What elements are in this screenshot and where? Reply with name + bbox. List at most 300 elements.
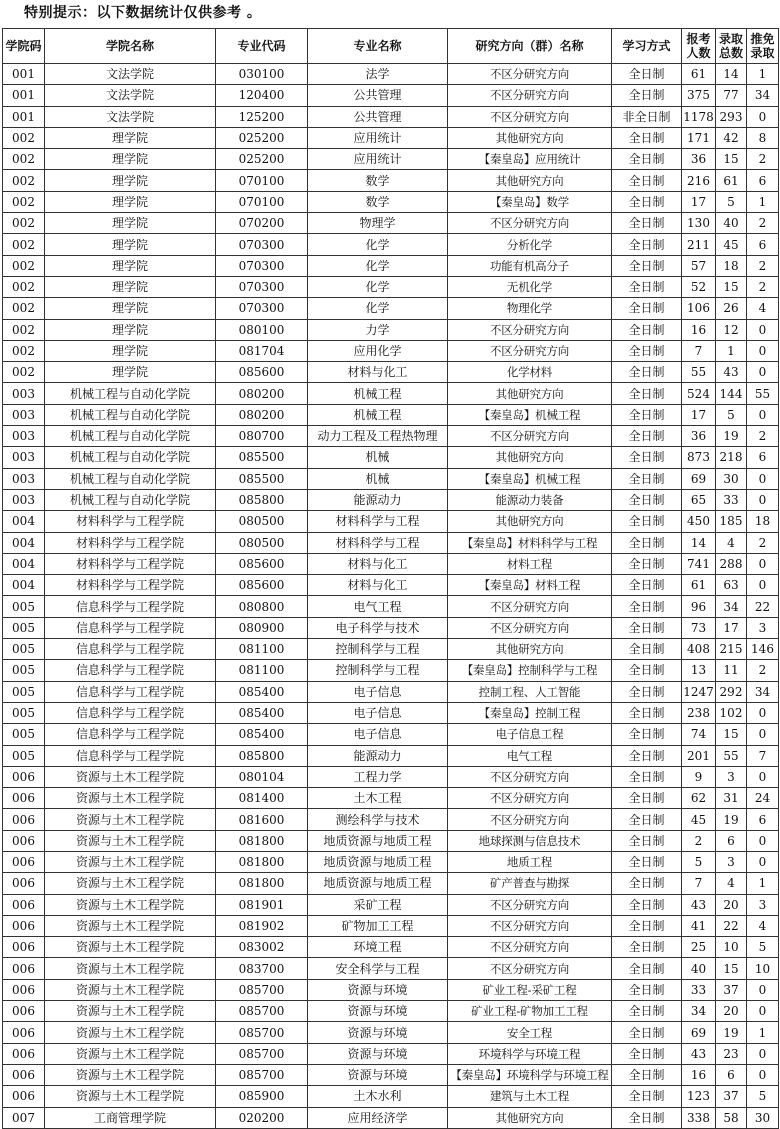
cell-study-mode: 全日制	[612, 511, 682, 532]
cell-exempt-admitted: 6	[747, 809, 779, 830]
cell-research-direction: 不区分研究方向	[448, 788, 612, 809]
table-row	[3, 447, 779, 468]
cell-major-name: 土木工程	[308, 788, 448, 809]
cell-study-mode: 全日制	[612, 830, 682, 851]
cell-admitted-total: 293	[716, 106, 747, 127]
cell-major-name: 机械	[308, 468, 448, 489]
cell-college-code: 006	[3, 1064, 45, 1085]
cell-admitted-total: 20	[716, 1001, 747, 1022]
table-row	[3, 532, 779, 553]
cell-college-code: 002	[3, 362, 45, 383]
cell-exempt-admitted: 4	[747, 915, 779, 936]
cell-study-mode: 全日制	[612, 766, 682, 787]
cell-applicants: 1178	[682, 106, 716, 127]
cell-admitted-total: 11	[716, 660, 747, 681]
cell-study-mode: 全日制	[612, 702, 682, 723]
cell-major-name: 电子信息	[308, 702, 448, 723]
header-major-code: 专业代码	[216, 29, 308, 64]
cell-college-name: 理学院	[45, 191, 216, 212]
cell-major-code: 025200	[216, 127, 308, 148]
cell-research-direction: 不区分研究方向	[448, 213, 612, 234]
cell-admitted-total: 1	[716, 340, 747, 361]
cell-admitted-total: 19	[716, 1022, 747, 1043]
cell-research-direction: 化学材料	[448, 362, 612, 383]
cell-exempt-admitted: 0	[747, 362, 779, 383]
cell-study-mode: 全日制	[612, 532, 682, 553]
cell-research-direction: 【秦皇岛】环境科学与环境工程	[448, 1064, 612, 1085]
table-row	[3, 788, 779, 809]
cell-major-name: 能源动力	[308, 745, 448, 766]
cell-applicants: 1247	[682, 681, 716, 702]
cell-college-code: 003	[3, 426, 45, 447]
cell-study-mode: 全日制	[612, 404, 682, 425]
cell-research-direction: 物理化学	[448, 298, 612, 319]
table-row	[3, 362, 779, 383]
cell-college-name: 机械工程与自动化学院	[45, 489, 216, 510]
cell-college-name: 信息科学与工程学院	[45, 702, 216, 723]
cell-research-direction: 地球探测与信息技术	[448, 830, 612, 851]
cell-college-name: 文法学院	[45, 85, 216, 106]
cell-major-code: 081704	[216, 340, 308, 361]
cell-college-code: 006	[3, 851, 45, 872]
cell-admitted-total: 55	[716, 745, 747, 766]
cell-major-code: 081800	[216, 873, 308, 894]
cell-college-name: 信息科学与工程学院	[45, 617, 216, 638]
cell-admitted-total: 42	[716, 127, 747, 148]
cell-college-name: 信息科学与工程学院	[45, 596, 216, 617]
cell-major-code: 085700	[216, 1001, 308, 1022]
cell-major-code: 030100	[216, 64, 308, 85]
cell-applicants: 106	[682, 298, 716, 319]
cell-college-code: 005	[3, 745, 45, 766]
cell-college-name: 理学院	[45, 234, 216, 255]
cell-exempt-admitted: 2	[747, 276, 779, 297]
cell-exempt-admitted: 0	[747, 468, 779, 489]
cell-exempt-admitted: 2	[747, 213, 779, 234]
cell-major-code: 125200	[216, 106, 308, 127]
cell-study-mode: 全日制	[612, 340, 682, 361]
cell-college-name: 机械工程与自动化学院	[45, 383, 216, 404]
cell-applicants: 123	[682, 1086, 716, 1107]
cell-major-name: 法学	[308, 64, 448, 85]
cell-college-code: 005	[3, 681, 45, 702]
cell-exempt-admitted: 2	[747, 532, 779, 553]
cell-applicants: 238	[682, 702, 716, 723]
cell-applicants: 62	[682, 788, 716, 809]
cell-applicants: 5	[682, 851, 716, 872]
table-row	[3, 958, 779, 979]
cell-applicants: 36	[682, 426, 716, 447]
cell-college-name: 工商管理学院	[45, 1107, 216, 1128]
cell-exempt-admitted: 2	[747, 255, 779, 276]
cell-research-direction: 不区分研究方向	[448, 85, 612, 106]
cell-major-code: 025200	[216, 149, 308, 170]
cell-applicants: 74	[682, 724, 716, 745]
cell-major-name: 材料科学与工程	[308, 511, 448, 532]
cell-study-mode: 全日制	[612, 617, 682, 638]
cell-college-name: 资源与土木工程学院	[45, 915, 216, 936]
cell-college-name: 文法学院	[45, 64, 216, 85]
cell-applicants: 41	[682, 915, 716, 936]
cell-college-name: 材料科学与工程学院	[45, 511, 216, 532]
cell-research-direction: 矿产普查与勘探	[448, 873, 612, 894]
cell-college-code: 006	[3, 894, 45, 915]
cell-research-direction: 不区分研究方向	[448, 809, 612, 830]
table-row	[3, 745, 779, 766]
cell-study-mode: 全日制	[612, 1022, 682, 1043]
cell-admitted-total: 6	[716, 830, 747, 851]
cell-major-name: 应用统计	[308, 127, 448, 148]
cell-applicants: 408	[682, 639, 716, 660]
cell-college-name: 理学院	[45, 298, 216, 319]
cell-major-code: 085600	[216, 553, 308, 574]
cell-major-name: 公共管理	[308, 85, 448, 106]
cell-major-code: 085700	[216, 1043, 308, 1064]
cell-college-name: 资源与土木工程学院	[45, 788, 216, 809]
header-major-name: 专业名称	[308, 29, 448, 64]
cell-college-code: 006	[3, 1043, 45, 1064]
cell-college-code: 005	[3, 639, 45, 660]
cell-college-name: 资源与土木工程学院	[45, 958, 216, 979]
cell-college-name: 资源与土木工程学院	[45, 1022, 216, 1043]
cell-research-direction: 环境科学与环境工程	[448, 1043, 612, 1064]
cell-college-code: 001	[3, 85, 45, 106]
table-row	[3, 489, 779, 510]
cell-exempt-admitted: 0	[747, 1001, 779, 1022]
cell-study-mode: 全日制	[612, 127, 682, 148]
cell-admitted-total: 5	[716, 404, 747, 425]
cell-research-direction: 不区分研究方向	[448, 64, 612, 85]
table-row	[3, 553, 779, 574]
cell-college-name: 资源与土木工程学院	[45, 937, 216, 958]
cell-research-direction: 矿业工程-矿物加工工程	[448, 1001, 612, 1022]
cell-college-name: 资源与土木工程学院	[45, 851, 216, 872]
cell-applicants: 96	[682, 596, 716, 617]
cell-college-code: 002	[3, 127, 45, 148]
cell-exempt-admitted: 1	[747, 64, 779, 85]
cell-exempt-admitted: 18	[747, 511, 779, 532]
cell-major-code: 085400	[216, 702, 308, 723]
cell-applicants: 216	[682, 170, 716, 191]
cell-admitted-total: 19	[716, 426, 747, 447]
cell-study-mode: 全日制	[612, 979, 682, 1000]
cell-exempt-admitted: 1	[747, 191, 779, 212]
cell-college-code: 003	[3, 468, 45, 489]
cell-research-direction: 不区分研究方向	[448, 894, 612, 915]
table-row	[3, 298, 779, 319]
cell-study-mode: 全日制	[612, 596, 682, 617]
table-row	[3, 276, 779, 297]
cell-admitted-total: 58	[716, 1107, 747, 1128]
cell-college-code: 001	[3, 106, 45, 127]
cell-research-direction: 不区分研究方向	[448, 426, 612, 447]
cell-major-name: 数学	[308, 170, 448, 191]
cell-applicants: 2	[682, 830, 716, 851]
cell-major-code: 085700	[216, 979, 308, 1000]
cell-admitted-total: 10	[716, 937, 747, 958]
cell-major-name: 电气工程	[308, 596, 448, 617]
cell-major-code: 080104	[216, 766, 308, 787]
cell-study-mode: 全日制	[612, 937, 682, 958]
cell-exempt-admitted: 0	[747, 979, 779, 1000]
table-row	[3, 873, 779, 894]
header-college-name: 学院名称	[45, 29, 216, 64]
table-row	[3, 702, 779, 723]
cell-college-code: 005	[3, 596, 45, 617]
cell-research-direction: 【秦皇岛】机械工程	[448, 468, 612, 489]
cell-college-code: 006	[3, 1001, 45, 1022]
cell-major-code: 080700	[216, 426, 308, 447]
cell-college-name: 信息科学与工程学院	[45, 681, 216, 702]
cell-study-mode: 全日制	[612, 851, 682, 872]
cell-applicants: 17	[682, 191, 716, 212]
cell-major-code: 070300	[216, 276, 308, 297]
cell-study-mode: 全日制	[612, 1043, 682, 1064]
cell-college-code: 002	[3, 276, 45, 297]
cell-research-direction: 其他研究方向	[448, 127, 612, 148]
cell-college-name: 理学院	[45, 127, 216, 148]
cell-admitted-total: 3	[716, 766, 747, 787]
table-row	[3, 681, 779, 702]
cell-study-mode: 全日制	[612, 894, 682, 915]
cell-applicants: 40	[682, 958, 716, 979]
cell-major-code: 070100	[216, 191, 308, 212]
table-row	[3, 851, 779, 872]
cell-research-direction: 地质工程	[448, 851, 612, 872]
cell-admitted-total: 144	[716, 383, 747, 404]
cell-exempt-admitted: 6	[747, 447, 779, 468]
cell-major-code: 080500	[216, 511, 308, 532]
cell-major-code: 081100	[216, 660, 308, 681]
cell-applicants: 7	[682, 340, 716, 361]
cell-study-mode: 全日制	[612, 873, 682, 894]
cell-major-code: 085700	[216, 1064, 308, 1085]
cell-major-code: 080900	[216, 617, 308, 638]
cell-college-name: 材料科学与工程学院	[45, 553, 216, 574]
cell-research-direction: 其他研究方向	[448, 639, 612, 660]
cell-major-name: 资源与环境	[308, 1001, 448, 1022]
cell-applicants: 73	[682, 617, 716, 638]
cell-study-mode: 全日制	[612, 298, 682, 319]
cell-major-name: 采矿工程	[308, 894, 448, 915]
table-row	[3, 894, 779, 915]
cell-study-mode: 全日制	[612, 319, 682, 340]
cell-admitted-total: 15	[716, 149, 747, 170]
cell-research-direction: 不区分研究方向	[448, 766, 612, 787]
table-row	[3, 383, 779, 404]
cell-college-code: 001	[3, 64, 45, 85]
cell-exempt-admitted: 0	[747, 724, 779, 745]
cell-major-code: 081100	[216, 639, 308, 660]
cell-exempt-admitted: 0	[747, 1064, 779, 1085]
header-admitted-total: 录取总数	[716, 29, 747, 64]
cell-major-name: 安全科学与工程	[308, 958, 448, 979]
cell-admitted-total: 22	[716, 915, 747, 936]
cell-major-name: 地质资源与地质工程	[308, 830, 448, 851]
cell-college-name: 理学院	[45, 149, 216, 170]
cell-admitted-total: 33	[716, 489, 747, 510]
cell-study-mode: 全日制	[612, 468, 682, 489]
cell-research-direction: 不区分研究方向	[448, 937, 612, 958]
table-row	[3, 191, 779, 212]
cell-research-direction: 不区分研究方向	[448, 596, 612, 617]
cell-admitted-total: 61	[716, 170, 747, 191]
cell-exempt-admitted: 0	[747, 1043, 779, 1064]
cell-major-name: 土木水利	[308, 1086, 448, 1107]
table-row	[3, 766, 779, 787]
table-row	[3, 1064, 779, 1085]
cell-applicants: 7	[682, 873, 716, 894]
cell-college-code: 005	[3, 617, 45, 638]
cell-admitted-total: 77	[716, 85, 747, 106]
cell-major-name: 化学	[308, 276, 448, 297]
cell-major-code: 085800	[216, 745, 308, 766]
cell-college-code: 002	[3, 191, 45, 212]
cell-major-name: 电子信息	[308, 681, 448, 702]
cell-major-code: 085600	[216, 362, 308, 383]
cell-college-code: 006	[3, 979, 45, 1000]
cell-college-name: 信息科学与工程学院	[45, 639, 216, 660]
cell-major-name: 力学	[308, 319, 448, 340]
cell-applicants: 57	[682, 255, 716, 276]
cell-study-mode: 全日制	[612, 1086, 682, 1107]
cell-exempt-admitted: 55	[747, 383, 779, 404]
cell-research-direction: 不区分研究方向	[448, 319, 612, 340]
cell-admitted-total: 40	[716, 213, 747, 234]
cell-college-name: 资源与土木工程学院	[45, 830, 216, 851]
cell-study-mode: 全日制	[612, 85, 682, 106]
cell-applicants: 13	[682, 660, 716, 681]
cell-major-name: 地质资源与地质工程	[308, 873, 448, 894]
header-study-mode: 学习方式	[612, 29, 682, 64]
cell-exempt-admitted: 7	[747, 745, 779, 766]
cell-major-name: 矿物加工工程	[308, 915, 448, 936]
cell-major-name: 材料与化工	[308, 553, 448, 574]
cell-admitted-total: 37	[716, 1086, 747, 1107]
cell-major-name: 工程力学	[308, 766, 448, 787]
cell-major-name: 资源与环境	[308, 979, 448, 1000]
cell-major-code: 070200	[216, 213, 308, 234]
cell-college-code: 005	[3, 702, 45, 723]
cell-admitted-total: 5	[716, 191, 747, 212]
cell-research-direction: 分析化学	[448, 234, 612, 255]
cell-major-name: 材料科学与工程	[308, 532, 448, 553]
cell-applicants: 45	[682, 809, 716, 830]
cell-exempt-admitted: 2	[747, 426, 779, 447]
cell-college-code: 002	[3, 340, 45, 361]
cell-major-name: 资源与环境	[308, 1022, 448, 1043]
cell-major-name: 电子科学与技术	[308, 617, 448, 638]
table-row	[3, 915, 779, 936]
table-row	[3, 617, 779, 638]
table-row	[3, 340, 779, 361]
table-row	[3, 404, 779, 425]
cell-exempt-admitted: 1	[747, 1022, 779, 1043]
cell-college-code: 003	[3, 383, 45, 404]
cell-college-code: 006	[3, 958, 45, 979]
cell-research-direction: 功能有机高分子	[448, 255, 612, 276]
cell-college-name: 资源与土木工程学院	[45, 1001, 216, 1022]
cell-college-code: 002	[3, 298, 45, 319]
header-college-code: 学院码	[3, 29, 45, 64]
cell-major-code: 081400	[216, 788, 308, 809]
cell-applicants: 201	[682, 745, 716, 766]
cell-study-mode: 全日制	[612, 234, 682, 255]
cell-study-mode: 全日制	[612, 447, 682, 468]
cell-college-code: 006	[3, 766, 45, 787]
cell-college-name: 机械工程与自动化学院	[45, 447, 216, 468]
cell-major-name: 动力工程及工程热物理	[308, 426, 448, 447]
cell-research-direction: 不区分研究方向	[448, 340, 612, 361]
table-row	[3, 149, 779, 170]
cell-major-name: 环境工程	[308, 937, 448, 958]
cell-research-direction: 其他研究方向	[448, 447, 612, 468]
cell-research-direction: 【秦皇岛】数学	[448, 191, 612, 212]
cell-exempt-admitted: 0	[747, 319, 779, 340]
cell-study-mode: 全日制	[612, 1001, 682, 1022]
cell-major-code: 080100	[216, 319, 308, 340]
cell-major-name: 材料与化工	[308, 575, 448, 596]
cell-college-name: 资源与土木工程学院	[45, 1086, 216, 1107]
table-row	[3, 639, 779, 660]
table-row	[3, 426, 779, 447]
cell-major-code: 081600	[216, 809, 308, 830]
cell-study-mode: 全日制	[612, 213, 682, 234]
cell-college-code: 004	[3, 553, 45, 574]
cell-major-name: 化学	[308, 234, 448, 255]
cell-applicants: 9	[682, 766, 716, 787]
cell-college-code: 006	[3, 830, 45, 851]
cell-research-direction: 【秦皇岛】控制工程	[448, 702, 612, 723]
cell-college-code: 005	[3, 724, 45, 745]
cell-college-name: 理学院	[45, 170, 216, 191]
table-row	[3, 1022, 779, 1043]
cell-exempt-admitted: 1	[747, 873, 779, 894]
cell-admitted-total: 292	[716, 681, 747, 702]
cell-college-code: 006	[3, 1022, 45, 1043]
cell-applicants: 17	[682, 404, 716, 425]
cell-college-code: 003	[3, 404, 45, 425]
cell-applicants: 65	[682, 489, 716, 510]
cell-college-code: 002	[3, 234, 45, 255]
cell-admitted-total: 4	[716, 532, 747, 553]
cell-college-code: 005	[3, 660, 45, 681]
cell-research-direction: 其他研究方向	[448, 1107, 612, 1128]
cell-college-name: 理学院	[45, 362, 216, 383]
cell-admitted-total: 288	[716, 553, 747, 574]
cell-major-name: 电子信息	[308, 724, 448, 745]
cell-college-name: 材料科学与工程学院	[45, 532, 216, 553]
cell-admitted-total: 20	[716, 894, 747, 915]
cell-college-name: 理学院	[45, 276, 216, 297]
cell-admitted-total: 12	[716, 319, 747, 340]
cell-college-name: 资源与土木工程学院	[45, 809, 216, 830]
cell-applicants: 61	[682, 64, 716, 85]
cell-study-mode: 全日制	[612, 1107, 682, 1128]
cell-exempt-admitted: 0	[747, 766, 779, 787]
cell-study-mode: 全日制	[612, 170, 682, 191]
cell-major-name: 应用经济学	[308, 1107, 448, 1128]
cell-exempt-admitted: 34	[747, 85, 779, 106]
cell-study-mode: 全日制	[612, 255, 682, 276]
cell-exempt-admitted: 0	[747, 575, 779, 596]
cell-college-code: 002	[3, 319, 45, 340]
table-row	[3, 809, 779, 830]
cell-research-direction: 能源动力装备	[448, 489, 612, 510]
cell-college-code: 004	[3, 511, 45, 532]
cell-admitted-total: 6	[716, 1064, 747, 1085]
cell-applicants: 43	[682, 1043, 716, 1064]
